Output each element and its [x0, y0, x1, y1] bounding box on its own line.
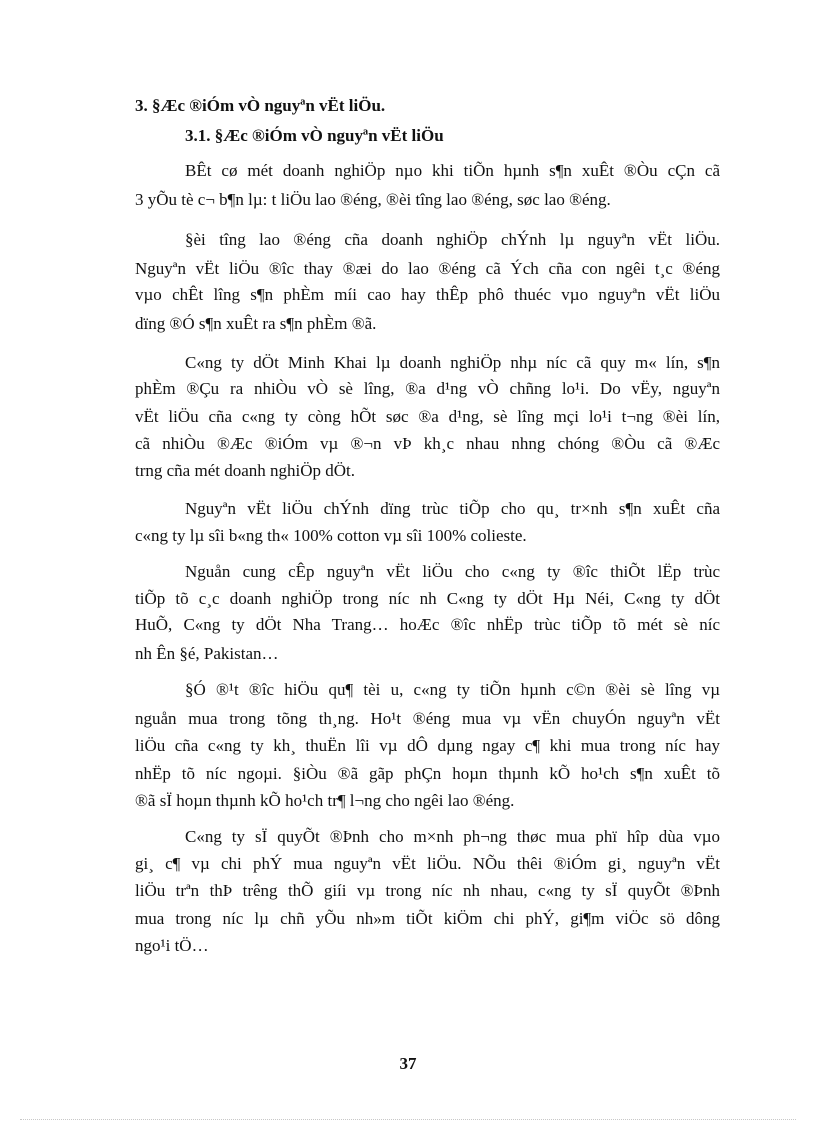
- paragraph-line: trng cña mét doanh nghiÖp dÖt.: [135, 461, 356, 480]
- paragraph-line: nguån mua trong tõng th¸ng. Ho¹t ®éng mua vµ vËn chuyÓn nguyªn vËt: [135, 709, 720, 728]
- subsection-heading: 3.1. §Æc ®iÓm vÒ nguyªn vËt liÖu: [185, 126, 444, 145]
- paragraph-line: nhËp tõ níc ngoµi. §iÒu ®ã gãp phÇn hoµn thµnh kÕ ho¹ch s¶n xuÊt tõ: [135, 764, 720, 783]
- paragraph-line: phÈm ®Çu ra nhiÒu vÒ sè lîng, ®a d¹ng vÒ chñng lo¹i. Do vËy, nguyªn: [135, 379, 720, 398]
- paragraph-line: dïng ®Ó s¶n xuÊt ra s¶n phÈm ®ã.: [135, 314, 377, 333]
- paragraph-line: 3 yÕu tè c¬ b¶n lµ: t liÖu lao ®éng, ®èi tîng lao ®éng, søc lao ®éng.: [135, 190, 611, 209]
- paragraph-line: cã nhiÒu ®Æc ®iÓm vµ ®¬n vÞ kh¸c nhau nhng chóng ®Òu cã ®Æc: [135, 434, 720, 453]
- page-number: 37: [399, 1054, 417, 1073]
- paragraph-line: tiÕp tõ c¸c doanh nghiÖp trong níc nh C«ng ty dÖt Hµ Néi, C«ng ty dÖt: [135, 589, 720, 608]
- paragraph-line: vµo chÊt lîng s¶n phÈm míi cao hay thÊp phô thuéc vµo nguyªn vËt liÖu: [135, 285, 720, 304]
- paragraph-line: liÖu cña c«ng ty kh¸ thuËn lîi vµ dÔ dµng ngay c¶ khi mua trong níc hay: [135, 736, 720, 755]
- paragraph-line: §Ó ®¹t ®îc hiÖu qu¶ tèi u, c«ng ty tiÕn hµnh c©n ®èi sè lîng vµ: [185, 680, 720, 699]
- paragraph-line: mua trong níc lµ chñ yÕu nh»m tiÕt kiÖm chi phÝ, gi¶m viÖc sö dông: [135, 909, 720, 928]
- section-heading: 3. §Æc ®iÓm vÒ nguyªn vËt liÖu.: [135, 96, 386, 115]
- paragraph-line: BÊt cø mét doanh nghiÖp nµo khi tiÕn hµnh s¶n xuÊt ®Òu cÇn cã: [185, 161, 720, 180]
- page-divider: [20, 1119, 796, 1120]
- paragraph-line: liÖu trªn thÞ trêng thÕ giíi vµ trong níc nh nhau, c«ng ty sÏ quyÕt ®Þnh: [135, 881, 720, 900]
- paragraph-line: vËt liÖu cña c«ng ty còng hÕt søc ®a d¹ng, sè lîng mçi lo¹i t¬ng ®èi lín,: [135, 407, 720, 426]
- paragraph-line: ngo¹i tÖ…: [135, 936, 209, 955]
- paragraph-line: §èi tîng lao ®éng cña doanh nghiÖp chÝnh lµ nguyªn vËt liÖu.: [185, 230, 720, 249]
- paragraph-line: c«ng ty lµ sîi b«ng th« 100% cotton vµ sîi 100% colieste.: [135, 526, 527, 545]
- paragraph-line: HuÕ, C«ng ty dÖt Nha Trang… hoÆc ®îc nhËp trùc tiÕp tõ mét sè níc: [135, 615, 720, 634]
- paragraph-line: nh Ên §é, Pakistan…: [135, 644, 279, 663]
- paragraph-line: Nguyªn vËt liÖu ®îc thay ®æi do lao ®éng cã Ých cña con ngêi t¸c ®éng: [135, 259, 720, 278]
- paragraph-line: ®ã sÏ hoµn thµnh kÕ ho¹ch tr¶ l¬ng cho ngêi lao ®éng.: [135, 791, 515, 810]
- paragraph-line: gi¸ c¶ vµ chi phÝ mua nguyªn vËt liÖu. NÕu thêi ®iÓm gi¸ nguyªn vËt: [135, 854, 720, 873]
- paragraph-line: Nguyªn vËt liÖu chÝnh dïng trùc tiÕp cho qu¸ tr×nh s¶n xuÊt cña: [185, 499, 720, 518]
- paragraph-line: Nguån cung cÊp nguyªn vËt liÖu cho c«ng ty ®îc thiÕt lËp trùc: [185, 562, 720, 581]
- paragraph-line: C«ng ty sÏ quyÕt ®Þnh cho m×nh ph¬ng thøc mua phï hîp dùa vµo: [185, 827, 720, 846]
- paragraph-line: C«ng ty dÖt Minh Khai lµ doanh nghiÖp nhµ níc cã quy m« lín, s¶n: [185, 353, 720, 372]
